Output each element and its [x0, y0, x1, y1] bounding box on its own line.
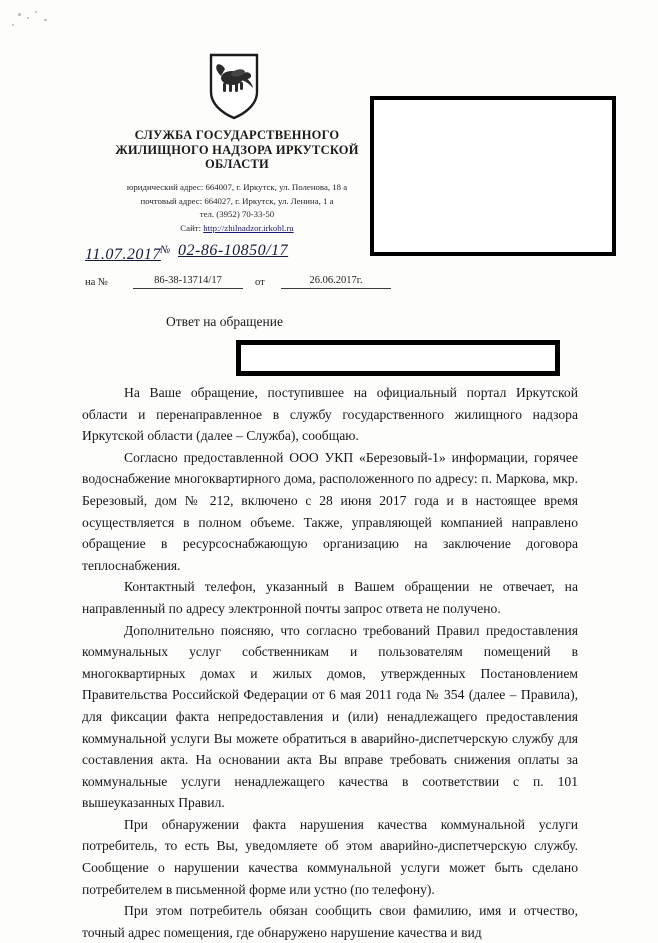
organization-contacts	[82, 181, 392, 235]
body-paragraph: При этом потребитель обязан сообщить свои фамилию, имя и отчество, точный адрес помещения, где обнаружено нарушение качества и вид	[82, 903, 578, 940]
phone-number: тел. (3952) 70-33-50	[199, 209, 275, 219]
body-paragraph: При обнаружении факта нарушения качества коммунальной услуги потребитель, то есть Вы, уведомляете об этом аварийно-диспетчерскую службу. Сообщение о нарушении качества коммунальной услуги может быть сделано потребителем в письменной форме или устно (по телефону).	[82, 816, 578, 897]
body-paragraph: Контактный телефон, указанный в Вашем обращении не отвечает, на направленный по адресу электронной почты запрос ответа не получено.	[82, 579, 578, 616]
site-label: Сайт:	[180, 222, 202, 233]
body-paragraph: Дополнительно поясняю, что согласно требований Правил предоставления коммунальных услуг собственникам и пользователям помещений в многоквартирных домах и жилых домов, утвержденных Постановлением Правительства Российской Федерации от 6 мая 2011 года № 354 (далее – Правила), для фиксации факта непредоставления и (или) ненадлежащего предоставления коммунальной услуги Вы можете обратиться в аварийно-диспетчерскую службу для составления акта. На основании акта Вы вправе требовать снижения оплаты за коммунальные услуги ненадлежащего качества в соответствии с п. 101 вышеуказанных Правил.	[82, 622, 578, 811]
legal-address: юридический адрес: 664007, г. Иркутск, ул. Поленова, 18 а	[126, 182, 348, 192]
incoming-number-value: 86-38-13714/17	[133, 275, 243, 289]
outgoing-number-handwritten: 02-86-10850/17	[178, 242, 289, 259]
postal-address: почтовый адрес: 664027, г. Иркутск, ул. Ленина, 1 а	[140, 195, 334, 206]
document-body	[82, 382, 578, 943]
website-line	[82, 222, 392, 236]
coat-of-arms-emblem	[208, 52, 260, 120]
document-subject: Ответ на обращение	[166, 314, 283, 329]
website-link[interactable]: http://zhilnadzor.irkobl.ru	[203, 222, 294, 233]
body-paragraph: Согласно предоставленной ООО УКП «Березовый-1» информации, горячее водоснабжение многоквартирного дома, расположенного по адресу: п. Маркова, мкр. Березовый, дом № 212, включено с 28 июня 2017 года и в настоящее время осуществляется в полном объеме. Также, управляющей компанией направлено обращение в ресурсоснабжающую организацию на заключение договора теплоснабжения.	[82, 449, 578, 573]
scan-speck	[44, 19, 47, 21]
incoming-number-label: на №	[85, 277, 108, 288]
scan-speck	[12, 24, 14, 26]
outgoing-number-label: №	[160, 244, 171, 256]
organization-name: СЛУЖБА ГОСУДАРСТВЕННОГО ЖИЛИЩНОГО НАДЗОРА ИРКУТСКОЙ ОБЛАСТИ	[115, 128, 359, 171]
redaction-box-addressee	[370, 96, 616, 256]
scan-speck	[18, 13, 21, 16]
scan-speck	[35, 11, 37, 13]
body-paragraph: На Ваше обращение, поступившее на официальный портал Иркутской области и перенаправленное в службу государственного жилищного надзора Иркутской области (далее – Служба), сообщаю.	[82, 385, 578, 444]
incoming-date-label: от	[255, 277, 265, 288]
outgoing-date-handwritten: 11.07.2017	[85, 246, 161, 263]
incoming-date-value: 26.06.2017г.	[281, 275, 391, 289]
redaction-box-recipient-name	[236, 340, 560, 376]
scan-speck	[27, 17, 29, 19]
